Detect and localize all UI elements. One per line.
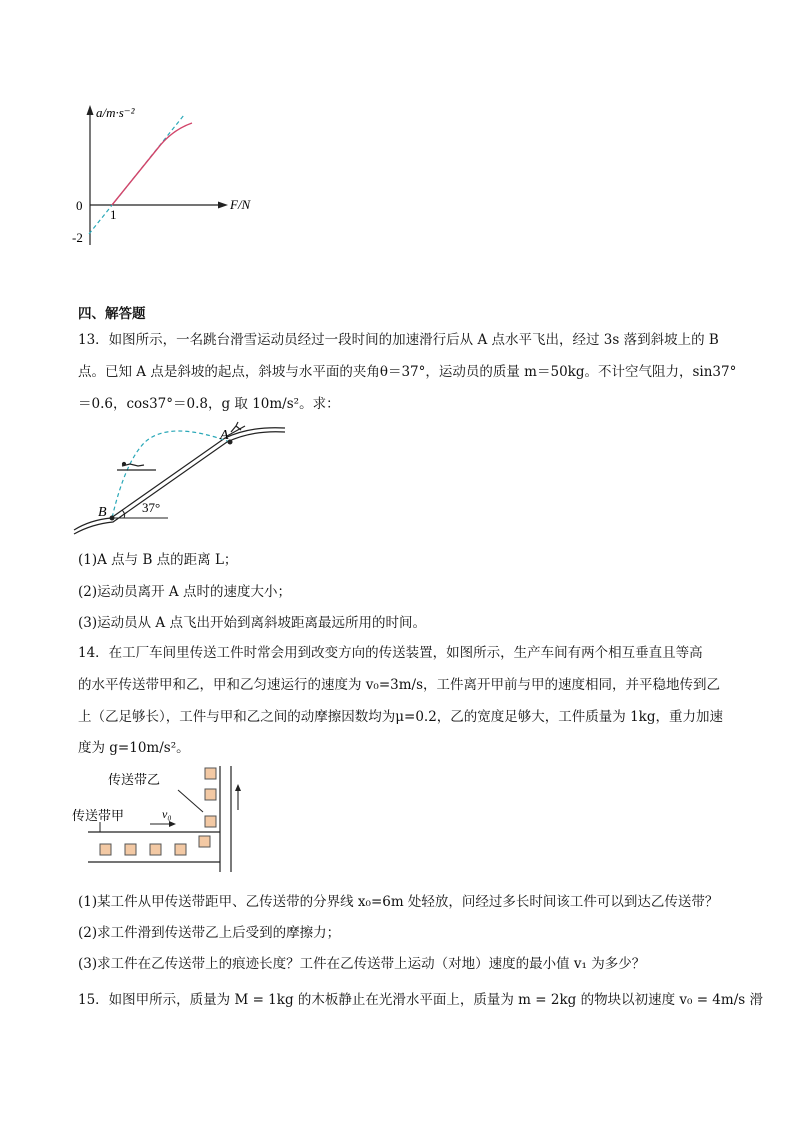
q13-line-3: ＝0.6，cos37°＝0.8，g 取 10m/s²。求： (78, 396, 340, 412)
q14-sub-2: (2)求工件滑到传送带乙上后受到的摩擦力； (78, 925, 341, 941)
workpiece-a4 (175, 844, 186, 855)
workpiece-a3 (150, 844, 161, 855)
y-axis-arrow (87, 105, 94, 115)
q14-sub-1: (1)某工件从甲传送带距甲、乙传送带的分界线 x₀=6m 处轻放，问经过多长时间该工件可以到达乙传送带？ (78, 894, 719, 910)
curve-a-f (112, 123, 192, 205)
angle-arc (122, 510, 125, 518)
origin-label: 0 (76, 198, 83, 213)
angle-label: 37° (142, 500, 161, 515)
workpiece-a5 (199, 836, 210, 847)
v0-label: v₀ (162, 807, 172, 821)
label-a: A (220, 428, 229, 443)
ski-jump-figure (70, 420, 295, 540)
workpiece-b3 (205, 768, 216, 779)
label-b: B (98, 505, 107, 520)
q14-line-2: 的水平传送带甲和乙，甲和乙匀速运行的速度为 v₀=3m/s，工件离开甲前与甲的速度相同，并平稳地传到乙 (78, 677, 721, 693)
x-axis-label: F/N (230, 197, 251, 212)
q13-line-2: 点。已知 A 点是斜坡的起点，斜坡与水平面的夹角θ＝37°，运动员的质量 m＝50kg。不计空气阻力，sin37° (78, 364, 737, 380)
q14-sub-3: (3)求工件在乙传送带上的痕迹长度？工件在乙传送带上运动（对地）速度的最小值 v₁ 为多少？ (78, 956, 646, 972)
y-tick-label: -2 (72, 230, 83, 245)
q13-sub-2: (2)运动员离开 A 点时的速度大小； (78, 584, 291, 600)
workpiece-a2 (125, 844, 136, 855)
x-tick-label: 1 (110, 207, 117, 222)
q14-line-3: 上（乙足够长），工件与甲和乙之间的动摩擦因数均为μ=0.2，乙的宽度足够大，工件质量为 1kg，重力加速 (78, 709, 724, 725)
conveyor-figure (70, 760, 260, 880)
point-b (110, 516, 115, 521)
q15-line-1: 15．如图甲所示，质量为 M = 1kg 的木板静止在光滑水平面上，质量为 m = 2kg 的物块以初速度 v₀ = 4m/s 滑 (78, 992, 763, 1008)
section-title: 四、解答题 (78, 306, 146, 322)
belt-b-direction-arrow-head (235, 784, 241, 791)
q13-sub-1: (1)A 点与 B 点的距离 L； (78, 552, 238, 568)
q13-sub-3: (3)运动员从 A 点飞出开始到离斜坡距离最远所用的时间。 (78, 615, 426, 631)
q13-line-1: 13．如图所示，一名跳台滑雪运动员经过一段时间的加速滑行后从 A 点水平飞出，经过 3s 落到斜坡上的 B (78, 332, 719, 348)
x-axis-arrow (218, 202, 228, 209)
y-axis-label: a/m·s⁻² (96, 105, 135, 120)
workpiece-b2 (205, 789, 216, 800)
skier-midair-icon (117, 463, 156, 471)
belt-a-label: 传送带甲 (72, 808, 125, 823)
belt-b-label-leader (178, 790, 203, 812)
q14-line-4: 度为 g=10m/s²。 (78, 740, 190, 756)
workpiece-a1 (100, 844, 111, 855)
q14-line-1: 14．在工厂车间里传送工件时常会用到改变方向的传送装置，如图所示，生产车间有两个相互垂直且等高 (78, 645, 703, 661)
acceleration-force-graph (60, 95, 280, 260)
v0-arrow-head (169, 821, 176, 827)
workpiece-b1 (205, 816, 216, 827)
belt-b-label: 传送带乙 (108, 772, 161, 787)
